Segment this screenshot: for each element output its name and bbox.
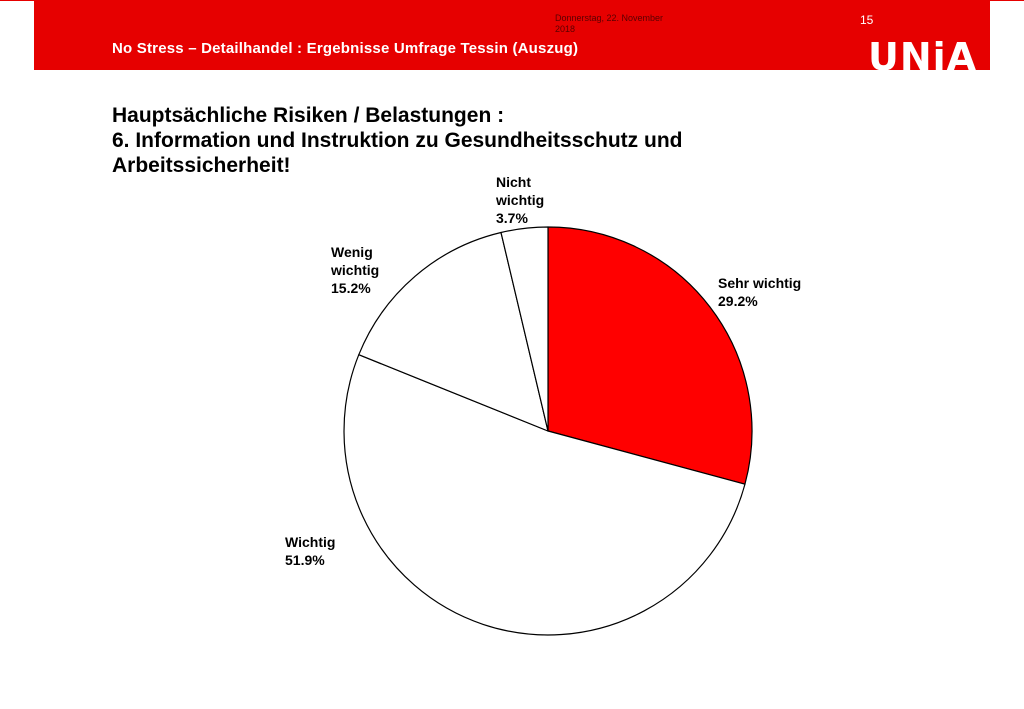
slice-label-nicht-wichtig	[496, 173, 544, 227]
slice-label-wichtig	[285, 533, 335, 569]
slice-percent: 3.7%	[496, 210, 528, 226]
slide-subtitle: No Stress – Detailhandel : Ergebnisse Umfrage Tessin (Auszug)	[112, 40, 579, 57]
slice-label-sehr-wichtig	[718, 274, 801, 310]
slide-title-line-2: 6. Information und Instruktion zu Gesundheitsschutz und	[112, 129, 683, 152]
slide-title-line-1: Hauptsächliche Risiken / Belastungen :	[112, 104, 505, 127]
slice-label-wenig-wichtig	[331, 243, 379, 297]
slide-date: Donnerstag, 22. November 2018	[555, 13, 664, 34]
slice-percent: 29.2%	[718, 293, 758, 309]
slice-name-line-2: wichtig	[331, 262, 380, 278]
slice-name-line-1: Nicht	[496, 174, 531, 190]
slice-name-line-2: wichtig	[496, 192, 545, 208]
slice-name: Wichtig	[285, 534, 336, 550]
slide-title-line-3: Arbeitssicherheit!	[112, 154, 291, 177]
slice-name: Sehr wichtig	[718, 275, 802, 291]
unia-logo-text: UNiA	[868, 35, 978, 72]
page-number: 15	[860, 13, 874, 27]
slice-percent: 51.9%	[285, 552, 325, 568]
slice-name-line-1: Wenig	[331, 244, 373, 260]
slice-percent: 15.2%	[331, 280, 371, 296]
